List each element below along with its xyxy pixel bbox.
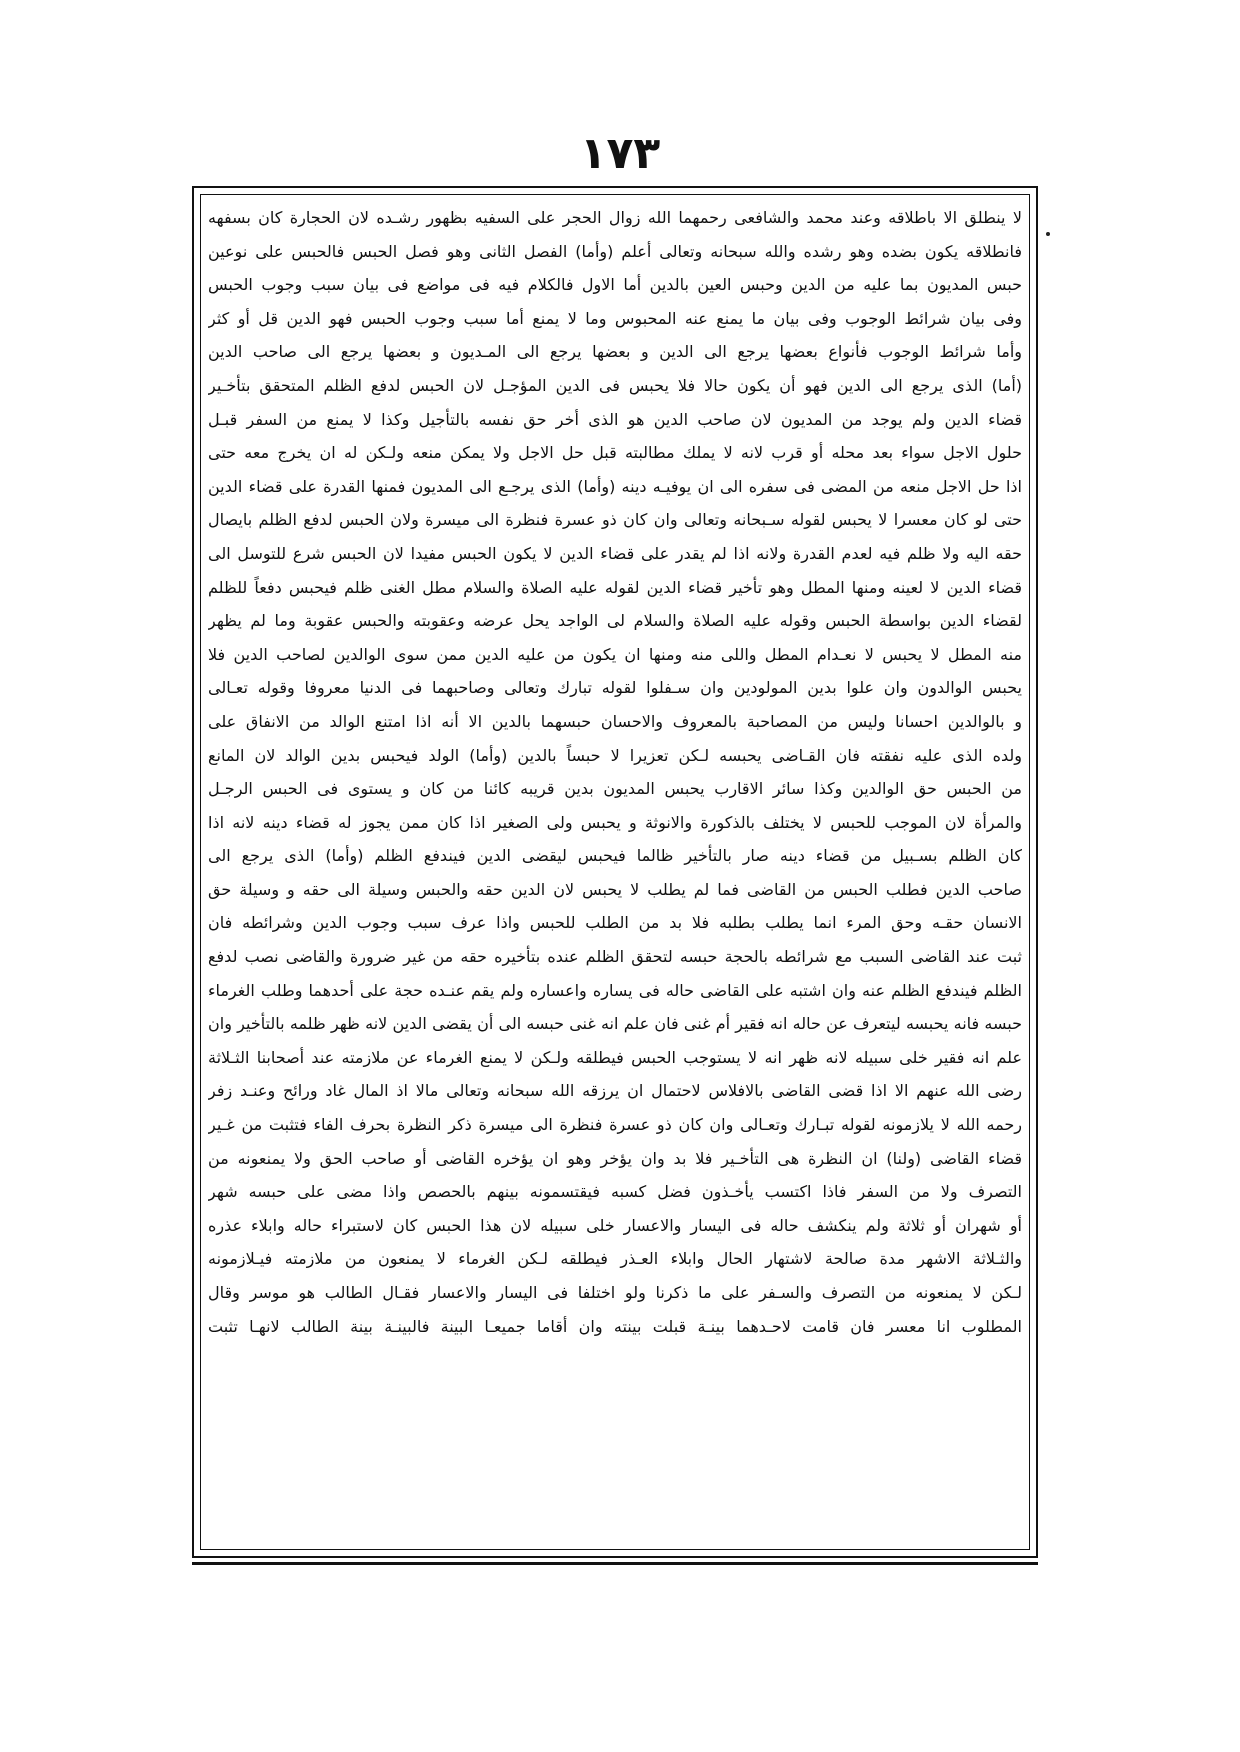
text-line: والمرأة لان الموجب للحبس لا يختلف بالذكورة والانوثة و يحبس ولی الصغير اذا كان ممن يجوز له قضاء دينه لانه اذا bbox=[208, 812, 1022, 832]
text-line: علم انه فقير خلی سبيله لانه ظهر انه لا يستوجب الحبس فيطلقه ولـكن لا يمنع الغرماء عن ملازمته عند أصحابنا الثـلاثة bbox=[208, 1047, 1022, 1067]
text-line: منه المطل لا يحبس لا نعـدام المطل واللی منه ومنها ان يكون من عليه الدين ممن سوى الوالدين لصاحب الدين فلا bbox=[208, 644, 1022, 664]
text-line: و بالوالدين احسانا وليس من المصاحبة بالمعروف والاحسان حبسهما بالدين الا أنه اذا امتنع الوالد من الانفاق على bbox=[208, 711, 1022, 731]
text-line: وأما شرائط الوجوب فأنواع بعضها يرجع الى الدين و بعضها يرجع الى المـديون و بعضها يرجع الى صاحب الدين bbox=[208, 342, 1022, 362]
text-line: الانسان حقـه وحق المرء انما يطلب بطلبه فلا بد من الطلب للحبس واذا عرف سبب وجوب الدين وشرائطه فان bbox=[208, 913, 1022, 933]
text-line: وفی بيان شرائط الوجوب وفی بيان ما يمنع عنه المحبوس وما لا يمنع أما سبب وجوب الحبس فهو الدين قل أو كثر bbox=[208, 308, 1022, 328]
text-line: والثـلاثة الاشهر مدة صالحة لاشتهار الحال وابلاء العـذر فيطلقه لـكن الغرماء لا يمنعون من ملازمته فيـلازمونه bbox=[208, 1249, 1022, 1269]
text-line: قضاء الدين ولم يوجد من المديون لان صاحب الدين هو الذی أخر حق نفسه بالتأجيل وكذا لا يمنع من السفر قبـل bbox=[208, 409, 1022, 429]
margin-mark bbox=[1046, 232, 1050, 236]
text-line: حتى لو كان معسرا لا يحبس لقوله سـبحانه وتعالی وان كان ذو عسرة فنظرة الى ميسرة ولان الحبس لدفع الظلم بايصال bbox=[208, 510, 1022, 530]
text-line: حبسه فانه يحبسه ليتعرف عن حاله انه فقير أم غنی فان علم انه غنی حبسه الى أن يقضی الدين لانه ظهر ظلمه بالتأخير وان bbox=[208, 1014, 1022, 1034]
text-line: رحمه الله لا يلازمونه لقوله تبـارك وتعـالی وان كان ذو عسرة فنظرة الى ميسرة ذكر النظرة بحرف الفاء فتثبت من غـير bbox=[208, 1115, 1022, 1135]
text-line: حبس المديون بما عليه من الدين وحبس العين بالدين أما الاول فالكلام فيه فی مواضع فی بيان سبب وجوب الحبس bbox=[208, 275, 1022, 295]
page-frame-bottom-rule bbox=[192, 1562, 1038, 1565]
text-line: حقه اليه ولا ظلم فيه لعدم القدرة ولانه اذا لم يقدر على قضاء الدين لا يكون الحبس مفيدا لان الحبس شرع للتوسل الى bbox=[208, 543, 1022, 563]
text-line: فانطلاقه يكون بضده وهو رشده والله سبحانه وتعالی أعلم (وأما) الفصل الثانی وهو فصل الحبس فالحبس على نوعين bbox=[208, 241, 1022, 261]
text-line: التصرف ولا من السفر فاذا اكتسب يأخـذون فضل كسبه فيقتسمونه بينهم بالحصص واذا مضی على حبسه شهر bbox=[208, 1182, 1022, 1202]
text-line: يحبس الوالدون وان علوا بدين المولودين وان سـفلوا لقوله تبارك وتعالی وصاحبهما فی الدنيا معروفا وقوله تعـالی bbox=[208, 678, 1022, 698]
text-line: قضاء الدين لا لعينه ومنها المطل وهو تأخير قضاء الدين لقوله عليه الصلاة والسلام مطل الغنی ظلم فيحبس دفعاً للظلم bbox=[208, 577, 1022, 597]
body-text bbox=[208, 201, 1022, 1546]
text-line: (أما) الذی يرجع الى الدين فهو أن يكون حالا فلا يحبس فی الدين المؤجـل لان الحبس لدفع الظلم المتحقق بتأخـير bbox=[208, 375, 1022, 395]
text-line: صاحب الدين فطلب الحبس من القاضی فما لم يطلب لا يحبس لان الدين حقه والحبس وسيلة الى حقه و وسيلة حق bbox=[208, 879, 1022, 899]
text-line: اذا حل الاجل منعه من المضی فی سفره الى ان يوفيـه دينه (وأما) الذی يرجـع الى المديون فمنها القدرة على قضاء الدين bbox=[208, 476, 1022, 496]
text-line: رضی الله عنهم الا اذا قضی القاضی بالافلاس لاحتمال ان يرزقه الله سبحانه وتعالی مالا اذ المال غاد ورائح وعنـد زفر bbox=[208, 1081, 1022, 1101]
text-line: المطلوب انا معسر فان قامت لاحـدهما بينـة قبلت بينته وان أقاما جميعـا البينة فالبينـة بينة الطالب لانهـا تثبت bbox=[208, 1316, 1022, 1336]
page-number: ۱۷۳ bbox=[579, 128, 661, 179]
text-line: قضاء القاضی (ولنا) ان النظرة هی التأخـير فلا بد وان يؤخر وهو ان يؤخره القاضی أو صاحب الحق ولا يمنعونه من bbox=[208, 1148, 1022, 1168]
text-line: كان الظلم بسـبيل من قضاء دينه صار بالتأخير ظالما فيحبس ليقضی الدين فيندفع الظلم (وأما) الذی يرجع الى bbox=[208, 846, 1022, 866]
text-line: الظلم فيندفع الظلم عنه وان اشتبه على القاضی حاله فی يساره واعساره ولم يقم عنـده حجة على أحدهما وطلب الغرماء bbox=[208, 980, 1022, 1000]
text-line: لـكن لا يمنعونه من التصرف والسـفر على ما ذكرنا ولو اختلفا فی اليسار والاعسار فقـال الطالب هو موسر وقال bbox=[208, 1283, 1022, 1302]
text-line: من الحبس حق الوالدين وكذا سائر الاقارب يحبس المديون بدين قريبه كائنا من كان و يستوی فی الحبس الرجـل bbox=[208, 779, 1022, 799]
text-line: ولده الذی عليه نفقته فان القـاضی يحبسه لـكن تعزيرا لا حبساً بالدين (وأما) الولد فيحبس بدين الوالد لان المانع bbox=[208, 745, 1022, 765]
text-line: ثبت عند القاضی السبب مع شرائطه بالحجة حبسه لتحقق الظلم عنده بتأخيره حقه من غير ضرورة والقاضی نصب لدفع bbox=[208, 947, 1022, 967]
text-line: لقضاء الدين بواسطة الحبس وقوله عليه الصلاة والسلام لی الواجد يحل عرضه وعقوبته والحبس عقوبة وما لم يظهر bbox=[208, 611, 1022, 631]
text-line: أو شهران أو ثلاثة ولم ينكشف حاله فی اليسار والاعسار خلی سبيله لان هذا الحبس كان لاستبراء حاله وابلاء عذره bbox=[208, 1215, 1022, 1235]
text-line: حلول الاجل سواء بعد محله أو قرب لانه لا يملك مطالبته قبل حل الاجل ولا يمكن منعه ولـكن له ان يخرج معه حتى bbox=[208, 443, 1022, 463]
text-line: لا ينطلق الا باطلاقه وعند محمد والشافعی رحمهما الله زوال الحجر على السفيه بظهور رشـده لان الحجارة كان بسفهه bbox=[208, 208, 1022, 227]
